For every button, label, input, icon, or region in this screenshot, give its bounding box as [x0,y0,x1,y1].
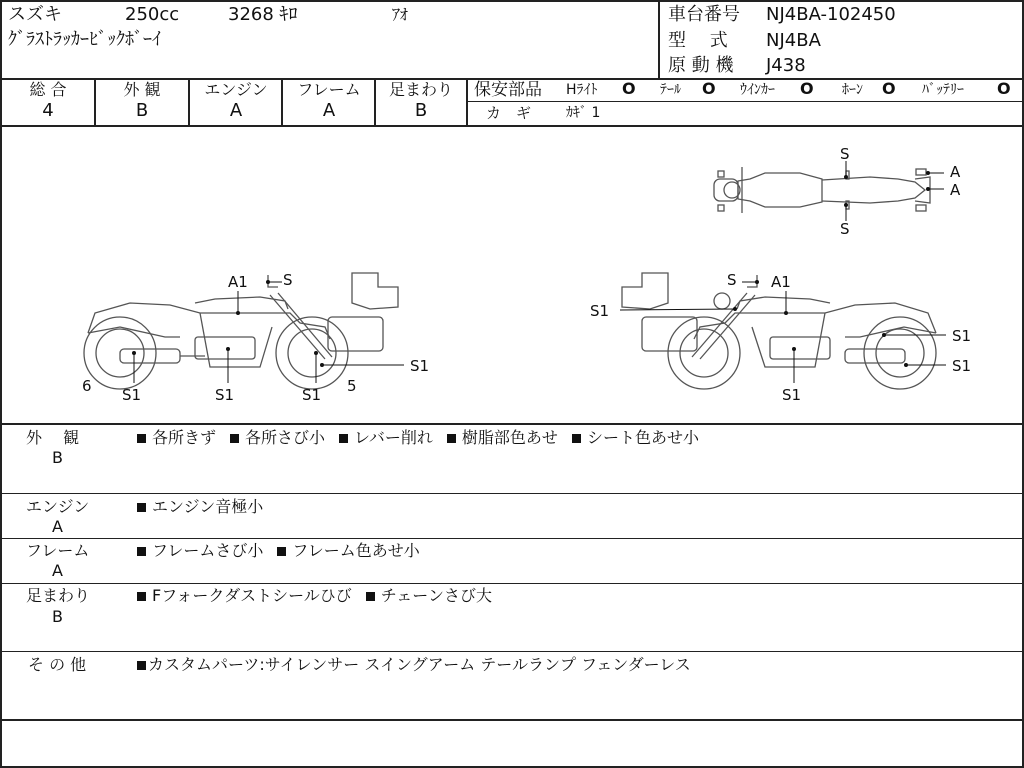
defect: シート色あせ小 [586,428,699,447]
motorcycle-diagram [0,127,1024,423]
remark-items-exterior [137,428,699,448]
safety-label: 保安部品 [474,80,542,100]
marker-label: S1 [215,386,235,404]
engine-value: J438 [766,55,806,76]
defect: 樹脂部色あせ [461,428,558,447]
custom-parts: カスタムパーツ:サイレンサー スイングアーム テールランプ フェンダーレス [148,655,691,674]
marker-label: A [950,181,961,199]
safety-tail-name: ﾃｰﾙ [660,82,681,98]
frame-no: NJ4BA-102450 [766,4,896,25]
marker-label: S1 [302,386,322,404]
grade-exterior-label: 外 観 [123,80,161,99]
remark-items-other [137,655,691,675]
defect: レバー削れ [354,428,433,447]
defect: チェーンさび大 [380,586,492,605]
defect: フレームさび小 [152,541,264,560]
key-label: カ ギ [486,104,532,122]
remark-items-suspension [137,586,492,606]
key-value: ｶｷﾞ 1 [566,105,601,121]
mileage: 3268 ｷﾛ [228,4,298,25]
safety-horn-mark: O [882,79,896,98]
model-name: ｸﾞﾗｽﾄﾗｯｶｰﾋﾞｯｸﾎﾞｰｲ [8,29,161,50]
grade-engine-value: A [229,100,243,121]
marker-label: S [283,271,293,289]
marker-label: S [840,220,850,238]
marker-label: S1 [952,357,972,375]
defect: フレーム色あせ小 [292,541,420,560]
defect: 各所さび小 [245,428,326,447]
safety-battery-name: ﾊﾞｯﾃﾘｰ [922,82,964,98]
remark-grade-suspension: B [52,607,63,626]
marker-label: S1 [122,386,142,404]
marker-label: A [950,163,961,181]
marker-label: 5 [347,377,357,395]
grade-overall-value: 4 [42,100,54,121]
remark-items-frame [137,541,420,561]
grade-exterior-value: B [135,100,149,121]
remark-label-frame: フレーム [26,541,90,560]
safety-headlight-mark: O [622,79,636,98]
defect: エンジン音極小 [152,497,264,516]
remark-label-exterior: 外 観 [26,428,80,447]
marker-label: S [840,145,850,163]
grade-overall-label: 総 合 [29,80,67,99]
safety-horn-name: ﾎｰﾝ [842,82,863,98]
grade-suspension-label: 足まわり [388,80,453,99]
maker: スズキ [8,4,62,25]
engine-label: 原 動 機 [668,55,734,76]
safety-winker-name: ｳｲﾝｶｰ [740,82,775,98]
safety-headlight-name: Hﾗｲﾄ [566,82,598,98]
defect: 各所きず [152,428,217,447]
remark-label-engine: エンジン [26,497,90,516]
grade-suspension-value: B [414,100,428,121]
marker-label: S1 [410,357,430,375]
type-label: 型 式 [668,30,728,51]
safety-battery-mark: O [997,79,1011,98]
grade-engine-label: エンジン [204,80,268,99]
grade-frame-label: フレーム [297,80,361,99]
marker-label: S1 [590,302,610,320]
right-view-markers [733,280,908,367]
marker-label: S [727,271,737,289]
displacement: 250cc [125,4,180,25]
safety-winker-mark: O [800,79,814,98]
top-view-bike [714,167,930,213]
grade-frame-value: A [322,100,336,121]
type-value: NJ4BA [766,30,821,51]
remark-label-suspension: 足まわり [26,586,91,605]
safety-tail-mark: O [702,79,716,98]
remark-items-engine [137,497,263,517]
marker-label: A1 [771,273,791,291]
frame-no-label: 車台番号 [668,4,740,25]
marker-label: 6 [82,377,92,395]
header-divider [658,0,660,78]
rule [0,423,1024,425]
marker-label: S1 [952,327,972,345]
remark-grade-exterior: B [52,448,63,467]
remark-grade-engine: A [52,517,63,536]
marker-label: S1 [782,386,802,404]
remark-label-other: そ の 他 [28,655,87,674]
defect: Fフォークダストシールひび [152,586,352,605]
marker-label: A1 [228,273,248,291]
remark-grade-frame: A [52,561,63,580]
color: ｱｵ [392,5,409,24]
